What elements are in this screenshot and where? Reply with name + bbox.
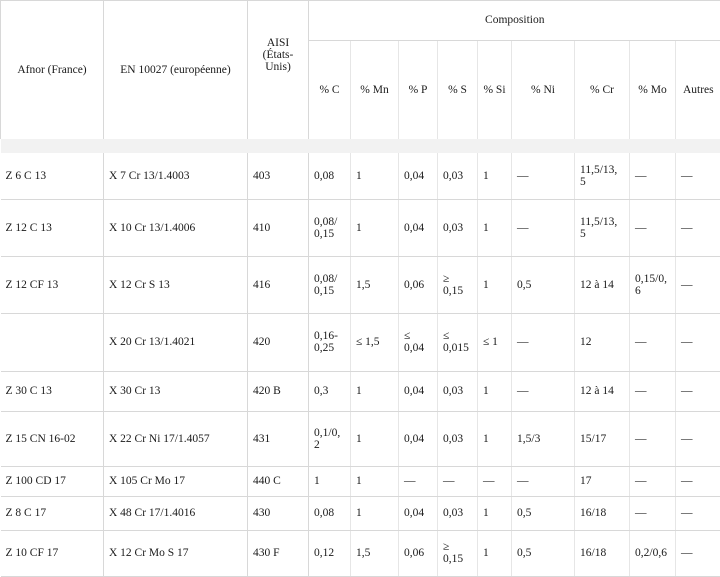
- cell-en: [104, 153, 248, 199]
- header-col-3: % S: [438, 40, 478, 139]
- cell-afnor: [1, 530, 104, 576]
- cell-text-autres: —: [681, 547, 693, 559]
- cell-text-s: 0,03: [443, 433, 463, 445]
- cell-afnor: [1, 199, 104, 256]
- table-row: [1, 466, 720, 496]
- cell-text-en: X 12 Cr S 13: [109, 279, 170, 291]
- cell-text-c: 0,3: [314, 385, 328, 397]
- cell-aisi: [248, 199, 309, 256]
- cell-afnor: [1, 371, 104, 411]
- cell-text-afnor: Z 30 C 13: [6, 385, 52, 397]
- cell-text-aisi: 430 F: [253, 547, 280, 559]
- cell-c: [309, 530, 351, 576]
- cell-text-aisi: 410: [253, 222, 270, 234]
- cell-cr: [575, 411, 630, 466]
- cell-p: [399, 256, 438, 313]
- cell-c: [309, 199, 351, 256]
- cell-en: [104, 411, 248, 466]
- header-col-4: % Si: [478, 40, 512, 139]
- table-row: [1, 153, 720, 199]
- cell-cr: [575, 199, 630, 256]
- cell-en: [104, 466, 248, 496]
- cell-en: [104, 371, 248, 411]
- cell-text-mn: 1: [356, 170, 362, 182]
- cell-s: [438, 496, 478, 530]
- cell-text-autres: —: [681, 336, 693, 348]
- cell-mn: [351, 199, 399, 256]
- cell-afnor: [1, 496, 104, 530]
- cell-afnor: [1, 313, 104, 371]
- cell-text-si: 1: [483, 507, 489, 519]
- cell-c: [309, 371, 351, 411]
- cell-text-ni: 0,5: [517, 507, 531, 519]
- cell-p: [399, 199, 438, 256]
- table-body: [1, 153, 720, 576]
- header-col-0: % C: [309, 40, 351, 139]
- cell-s: [438, 153, 478, 199]
- cell-autres: [676, 371, 720, 411]
- cell-text-c: 0,08: [314, 507, 334, 519]
- cell-text-mo: —: [635, 222, 647, 234]
- cell-mo: [630, 530, 676, 576]
- cell-autres: [676, 496, 720, 530]
- cell-text-afnor: Z 10 CF 17: [6, 547, 59, 559]
- cell-si: [478, 199, 512, 256]
- cell-mo: [630, 371, 676, 411]
- cell-text-cr: 16/18: [580, 507, 606, 519]
- header-col-8: Autres: [676, 40, 720, 139]
- cell-text-aisi: 416: [253, 279, 270, 291]
- cell-afnor: [1, 466, 104, 496]
- cell-mn: [351, 313, 399, 371]
- cell-cr: [575, 466, 630, 496]
- cell-text-c: 0,12: [314, 547, 334, 559]
- table-row: [1, 411, 720, 466]
- cell-ni: [512, 371, 575, 411]
- cell-aisi: [248, 256, 309, 313]
- cell-text-p: 0,04: [404, 433, 424, 445]
- cell-text-si: 1: [483, 170, 489, 182]
- cell-text-cr: 11,5/13, 5: [580, 216, 624, 240]
- cell-ni: [512, 153, 575, 199]
- cell-ni: [512, 411, 575, 466]
- cell-text-p: ≤ 0,04: [404, 330, 432, 354]
- cell-text-s: ≥ 0,15: [443, 273, 472, 297]
- cell-text-mn: 1: [356, 475, 362, 487]
- cell-text-autres: —: [681, 507, 693, 519]
- cell-mn: [351, 371, 399, 411]
- cell-text-ni: 0,5: [517, 547, 531, 559]
- cell-mo: [630, 256, 676, 313]
- cell-text-en: X 12 Cr Mo S 17: [109, 547, 189, 559]
- cell-text-autres: —: [681, 279, 693, 291]
- cell-text-p: 0,04: [404, 222, 424, 234]
- header-composition: Composition: [309, 1, 720, 41]
- cell-mo: [630, 496, 676, 530]
- cell-text-afnor: Z 6 C 13: [6, 170, 47, 182]
- cell-s: [438, 313, 478, 371]
- cell-text-mo: —: [635, 170, 647, 182]
- table-row: [1, 371, 720, 411]
- header-aisi: AISI (États-Unis): [248, 1, 309, 140]
- cell-text-c: 0,16- 0,25: [314, 330, 345, 354]
- cell-text-c: 0,1/0, 2: [314, 427, 345, 451]
- cell-text-s: 0,03: [443, 507, 463, 519]
- cell-autres: [676, 530, 720, 576]
- cell-text-p: 0,06: [404, 279, 424, 291]
- cell-autres: [676, 256, 720, 313]
- table-row: [1, 199, 720, 256]
- header-col-1: % Mn: [351, 40, 399, 139]
- cell-mn: [351, 530, 399, 576]
- cell-text-mn: 1,5: [356, 547, 370, 559]
- cell-text-ni: —: [517, 170, 529, 182]
- cell-text-aisi: 431: [253, 433, 270, 445]
- cell-text-en: X 22 Cr Ni 17/1.4057: [109, 433, 210, 445]
- cell-p: [399, 496, 438, 530]
- cell-text-si: 1: [483, 385, 489, 397]
- cell-text-s: —: [443, 475, 455, 487]
- cell-s: [438, 411, 478, 466]
- cell-mn: [351, 496, 399, 530]
- cell-si: [478, 530, 512, 576]
- cell-si: [478, 371, 512, 411]
- cell-mn: [351, 153, 399, 199]
- cell-text-mn: 1: [356, 222, 362, 234]
- cell-aisi: [248, 530, 309, 576]
- cell-s: [438, 466, 478, 496]
- cell-text-autres: —: [681, 385, 693, 397]
- cell-si: [478, 411, 512, 466]
- header-en: EN 10027 (européenne): [104, 1, 248, 140]
- cell-en: [104, 256, 248, 313]
- cell-text-autres: —: [681, 433, 693, 445]
- cell-text-p: 0,04: [404, 170, 424, 182]
- cell-si: [478, 256, 512, 313]
- cell-cr: [575, 530, 630, 576]
- cell-c: [309, 411, 351, 466]
- cell-text-afnor: Z 8 C 17: [6, 507, 47, 519]
- cell-cr: [575, 256, 630, 313]
- cell-text-cr: 15/17: [580, 433, 606, 445]
- cell-cr: [575, 153, 630, 199]
- cell-text-si: 1: [483, 222, 489, 234]
- cell-text-aisi: 440 C: [253, 475, 281, 487]
- cell-text-cr: 12 à 14: [580, 385, 614, 397]
- cell-ni: [512, 313, 575, 371]
- header-col-5: % Ni: [512, 40, 575, 139]
- cell-p: [399, 153, 438, 199]
- cell-text-cr: 17: [580, 475, 592, 487]
- cell-text-mn: 1: [356, 385, 362, 397]
- cell-text-s: 0,03: [443, 170, 463, 182]
- cell-aisi: [248, 496, 309, 530]
- cell-text-p: 0,06: [404, 547, 424, 559]
- cell-s: [438, 530, 478, 576]
- cell-text-ni: 1,5/3: [517, 433, 540, 445]
- cell-mo: [630, 411, 676, 466]
- cell-text-c: 1: [314, 475, 320, 487]
- cell-text-mn: 1: [356, 507, 362, 519]
- cell-text-mo: —: [635, 507, 647, 519]
- cell-text-si: 1: [483, 279, 489, 291]
- cell-text-mo: —: [635, 336, 647, 348]
- table-row: [1, 256, 720, 313]
- cell-text-s: 0,03: [443, 385, 463, 397]
- cell-text-ni: —: [517, 336, 529, 348]
- table-row: [1, 496, 720, 530]
- header-col-2: % P: [399, 40, 438, 139]
- cell-cr: [575, 496, 630, 530]
- cell-text-p: —: [404, 475, 416, 487]
- cell-text-p: 0,04: [404, 385, 424, 397]
- cell-si: [478, 313, 512, 371]
- cell-mo: [630, 153, 676, 199]
- cell-text-cr: 11,5/13, 5: [580, 164, 624, 188]
- cell-s: [438, 199, 478, 256]
- cell-text-en: X 30 Cr 13: [109, 385, 160, 397]
- table-row: [1, 530, 720, 576]
- cell-cr: [575, 313, 630, 371]
- cell-mo: [630, 313, 676, 371]
- cell-en: [104, 496, 248, 530]
- cell-text-mn: 1,5: [356, 279, 370, 291]
- cell-text-mn: 1: [356, 433, 362, 445]
- cell-text-p: 0,04: [404, 507, 424, 519]
- cell-text-en: X 20 Cr 13/1.4021: [109, 336, 195, 348]
- cell-afnor: [1, 153, 104, 199]
- cell-s: [438, 371, 478, 411]
- cell-en: [104, 199, 248, 256]
- cell-c: [309, 496, 351, 530]
- cell-text-mn: ≤ 1,5: [356, 336, 380, 348]
- cell-text-en: X 7 Cr 13/1.4003: [109, 170, 190, 182]
- cell-p: [399, 411, 438, 466]
- cell-text-c: 0,08/ 0,15: [314, 216, 345, 240]
- header-spacer: [1, 139, 720, 153]
- cell-text-aisi: 430: [253, 507, 270, 519]
- cell-text-c: 0,08/ 0,15: [314, 273, 345, 297]
- cell-ni: [512, 199, 575, 256]
- cell-ni: [512, 530, 575, 576]
- cell-text-aisi: 420 B: [253, 385, 281, 397]
- cell-text-ni: —: [517, 222, 529, 234]
- cell-text-ni: —: [517, 475, 529, 487]
- cell-mn: [351, 466, 399, 496]
- cell-text-afnor: Z 12 CF 13: [6, 279, 59, 291]
- cell-text-mo: 0,2/0,6: [635, 547, 667, 559]
- table-row: [1, 313, 720, 371]
- cell-text-en: X 10 Cr 13/1.4006: [109, 222, 195, 234]
- cell-text-aisi: 403: [253, 170, 270, 182]
- cell-p: [399, 313, 438, 371]
- cell-text-si: ≤ 1: [483, 336, 498, 348]
- cell-text-mo: —: [635, 385, 647, 397]
- cell-text-mo: 0,15/0, 6: [635, 273, 670, 297]
- cell-text-cr: 12 à 14: [580, 279, 614, 291]
- cell-p: [399, 466, 438, 496]
- cell-text-s: ≥ 0,15: [443, 541, 472, 565]
- cell-s: [438, 256, 478, 313]
- cell-text-c: 0,08: [314, 170, 334, 182]
- cell-mn: [351, 256, 399, 313]
- cell-text-cr: 16/18: [580, 547, 606, 559]
- cell-afnor: [1, 256, 104, 313]
- header-col-7: % Mo: [630, 40, 676, 139]
- cell-cr: [575, 371, 630, 411]
- cell-text-si: 1: [483, 433, 489, 445]
- cell-c: [309, 313, 351, 371]
- cell-text-afnor: Z 15 CN 16-02: [6, 433, 76, 445]
- cell-aisi: [248, 411, 309, 466]
- cell-text-aisi: 420: [253, 336, 270, 348]
- cell-mn: [351, 411, 399, 466]
- cell-c: [309, 153, 351, 199]
- cell-en: [104, 530, 248, 576]
- cell-text-mo: —: [635, 433, 647, 445]
- cell-aisi: [248, 153, 309, 199]
- cell-p: [399, 371, 438, 411]
- cell-text-ni: 0,5: [517, 279, 531, 291]
- cell-text-afnor: Z 100 CD 17: [6, 475, 66, 487]
- table-header: [1, 1, 720, 140]
- cell-aisi: [248, 371, 309, 411]
- cell-aisi: [248, 466, 309, 496]
- cell-text-si: 1: [483, 547, 489, 559]
- cell-autres: [676, 313, 720, 371]
- cell-text-autres: —: [681, 222, 693, 234]
- cell-p: [399, 530, 438, 576]
- cell-text-s: 0,03: [443, 222, 463, 234]
- cell-ni: [512, 256, 575, 313]
- cell-si: [478, 466, 512, 496]
- cell-text-si: —: [483, 475, 495, 487]
- cell-mo: [630, 466, 676, 496]
- cell-autres: [676, 199, 720, 256]
- cell-afnor: [1, 411, 104, 466]
- cell-si: [478, 496, 512, 530]
- cell-si: [478, 153, 512, 199]
- cell-ni: [512, 496, 575, 530]
- header-afnor: Afnor (France): [1, 1, 104, 140]
- cell-text-afnor: Z 12 C 13: [6, 222, 52, 234]
- cell-aisi: [248, 313, 309, 371]
- cell-text-en: X 48 Cr 17/1.4016: [109, 507, 195, 519]
- cell-c: [309, 466, 351, 496]
- cell-ni: [512, 466, 575, 496]
- cell-text-en: X 105 Cr Mo 17: [109, 475, 185, 487]
- cell-autres: [676, 411, 720, 466]
- cell-text-ni: —: [517, 385, 529, 397]
- cell-c: [309, 256, 351, 313]
- header-col-6: % Cr: [575, 40, 630, 139]
- cell-en: [104, 313, 248, 371]
- cell-text-s: ≤ 0,015: [443, 330, 472, 354]
- cell-mo: [630, 199, 676, 256]
- cell-autres: [676, 466, 720, 496]
- cell-text-cr: 12: [580, 336, 592, 348]
- cell-text-autres: —: [681, 170, 693, 182]
- cell-text-autres: —: [681, 475, 693, 487]
- cell-text-mo: —: [635, 475, 647, 487]
- cell-autres: [676, 153, 720, 199]
